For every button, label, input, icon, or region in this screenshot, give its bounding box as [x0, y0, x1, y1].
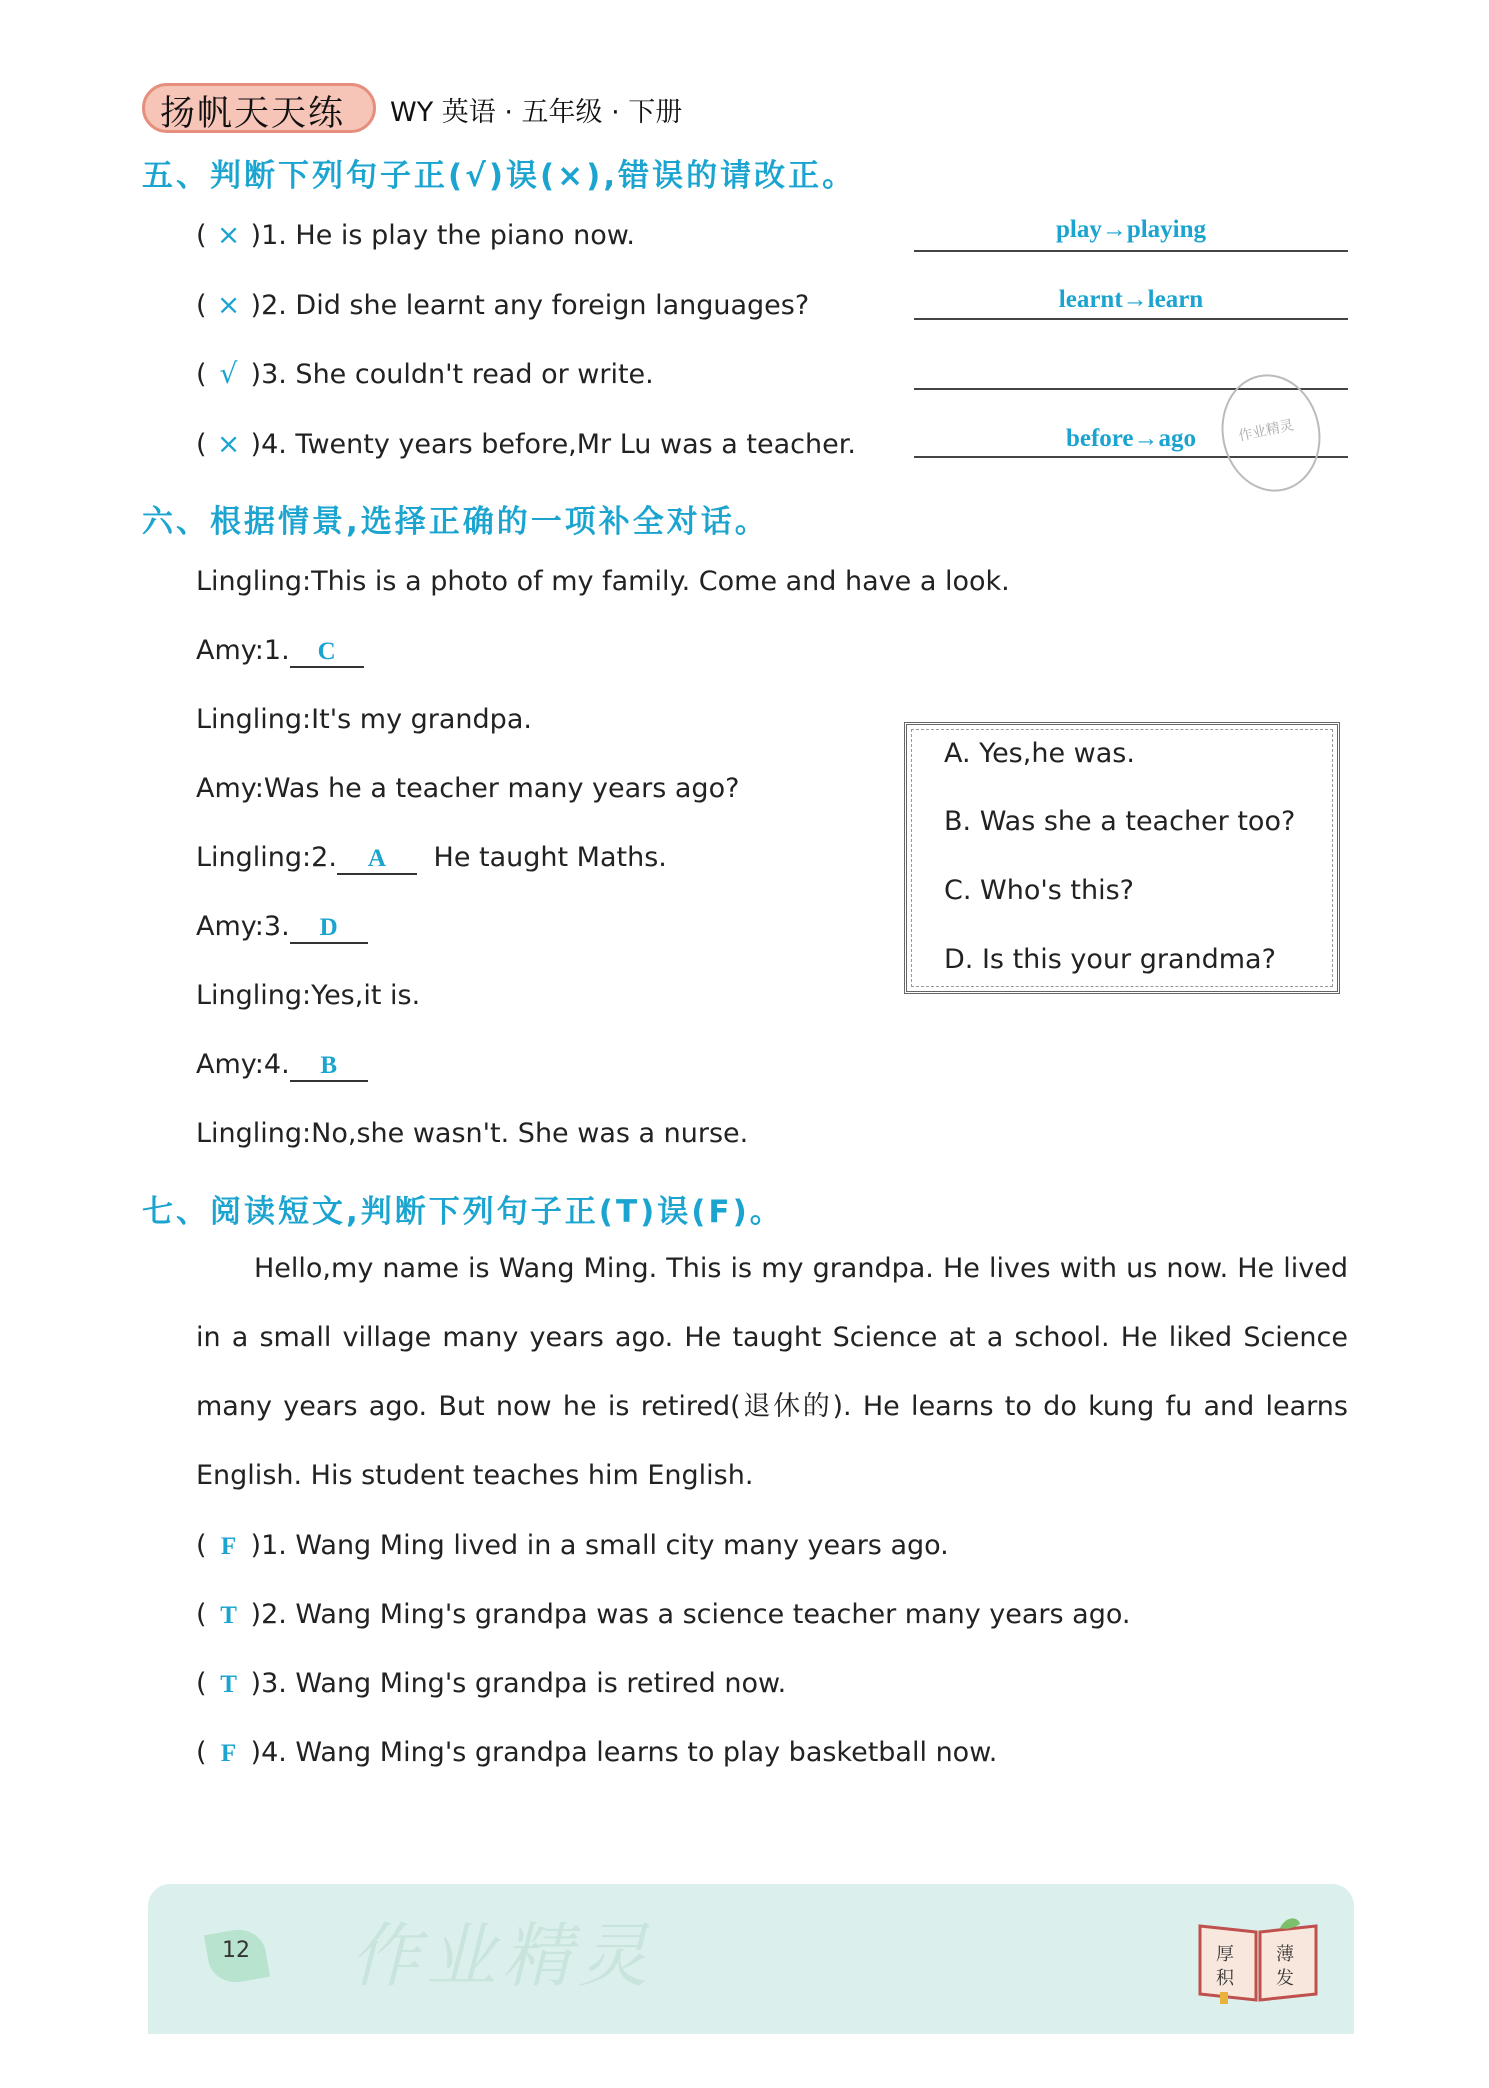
speaker: Amy:: [196, 773, 264, 804]
answer-blank-4: [290, 1049, 368, 1082]
blank-number: 4.: [263, 1049, 290, 1080]
dialogue-text: It's my grandpa.: [311, 704, 532, 735]
footer-band: [148, 1884, 1354, 2034]
s5-item-4: ( × )4. Twenty years before,Mr Lu was a teacher.: [196, 427, 856, 460]
open-book-icon: [1196, 1918, 1320, 2004]
answer-letter-1: C: [317, 638, 336, 665]
book-char-3: 积: [1216, 1968, 1234, 1989]
option-c: C. Who's this?: [944, 875, 1135, 906]
speaker: Lingling:: [196, 704, 312, 735]
s7-text-4: )4. Wang Ming's grandpa learns to play basketball now.: [250, 1737, 998, 1768]
section5-title: 五、判断下列句子正(√)误(×),错误的请改正。: [142, 158, 857, 194]
s5-text-1: )1. He is play the piano now.: [250, 220, 635, 251]
s7-item-1: ( F )1. Wang Ming lived in a small city many years ago.: [196, 1530, 949, 1561]
s7-item-2: ( T )2. Wang Ming's grandpa was a science teacher many years ago.: [196, 1599, 1131, 1630]
page-number: 12: [222, 1938, 250, 1963]
answer-blank-2: [337, 842, 417, 875]
answer-letter-4: B: [320, 1052, 337, 1079]
watermark: 作业精灵: [350, 1915, 654, 1997]
dialogue-text: No,she wasn't. She was a nurse.: [311, 1118, 749, 1149]
answer-line-1: [914, 250, 1348, 252]
speaker: Amy:: [196, 911, 264, 942]
s5-item-1: ( × )1. He is play the piano now.: [196, 218, 635, 251]
s7-text-3: )3. Wang Ming's grandpa is retired now.: [250, 1668, 787, 1699]
dialogue-text: This is a photo of my family. Come and have a look.: [311, 566, 1010, 597]
s7-item-4: ( F )4. Wang Ming's grandpa learns to play basketball now.: [196, 1737, 998, 1768]
s5-correction-2: learnt→learn: [1058, 286, 1204, 313]
blank-number: 2.: [311, 842, 337, 873]
stamp-text: 作业精灵: [1237, 417, 1296, 445]
s7-text-2: )2. Wang Ming's grandpa was a science teacher many years ago.: [250, 1599, 1131, 1630]
brand-title: 扬帆天天练: [160, 94, 346, 134]
option-b: B. Was she a teacher too?: [944, 806, 1296, 837]
s5-correction-4: before→ago: [1065, 425, 1197, 452]
s5-mark-2: ×: [216, 288, 241, 321]
s5-correction-1: play→playing: [1055, 216, 1207, 243]
answer-letter-2: A: [367, 845, 386, 872]
dialogue-text: Was he a teacher many years ago?: [263, 773, 740, 804]
dialogue-line-4: [196, 773, 739, 804]
book-char-2: 薄: [1276, 1944, 1294, 1965]
dialogue-line-3: [196, 704, 532, 735]
s5-mark-3: √: [219, 357, 238, 390]
book-info: WY 英语 · 五年级 · 下册: [390, 97, 683, 128]
book-char-4: 发: [1276, 1968, 1294, 1989]
s7-answer-3: T: [220, 1671, 237, 1698]
s5-item-3: ( √ )3. She couldn't read or write.: [196, 357, 654, 390]
dialogue-line-2: [196, 635, 364, 668]
speaker: Amy:: [196, 635, 264, 666]
speaker: Lingling:: [196, 566, 312, 597]
dialogue-line-5: [196, 842, 667, 875]
reading-passage: Hello,my name is Wang Ming. This is my grandpa. He lives with us now. He lived in a small village many years ago. He taught Science at a school. He liked Science many years ago. But now he is retired(退休的). He learns to do kung fu and learns English. His student teaches him English.: [196, 1253, 1348, 1491]
answer-blank-1: [290, 635, 364, 668]
dialogue-line-6: [196, 911, 368, 944]
s5-text-2: )2. Did she learnt any foreign languages?: [250, 290, 810, 321]
dialogue-line-7: [196, 980, 420, 1011]
s5-item-2: ( × )2. Did she learnt any foreign languages?: [196, 288, 810, 321]
answer-line-2: [914, 318, 1348, 320]
s7-answer-1: F: [220, 1533, 237, 1560]
blank-number: 3.: [263, 911, 290, 942]
option-a: A. Yes,he was.: [944, 738, 1135, 769]
section6-title: 六、根据情景,选择正确的一项补全对话。: [142, 504, 769, 540]
dialogue-line-9: [196, 1118, 748, 1149]
s7-answer-4: F: [220, 1740, 237, 1767]
s5-mark-1: ×: [216, 218, 241, 251]
book-char-1: 厚: [1216, 1944, 1234, 1965]
option-d: D. Is this your grandma?: [944, 944, 1276, 975]
speaker: Lingling:: [196, 980, 312, 1011]
s5-text-4: )4. Twenty years before,Mr Lu was a teacher.: [250, 429, 856, 460]
section7-title: 七、阅读短文,判断下列句子正(T)误(F)。: [142, 1194, 784, 1230]
s7-text-1: )1. Wang Ming lived in a small city many years ago.: [250, 1530, 949, 1561]
answer-blank-3: [290, 911, 368, 944]
speaker: Lingling:: [196, 842, 312, 873]
dialogue-text: Yes,it is.: [311, 980, 421, 1011]
s7-answer-2: T: [220, 1602, 237, 1629]
blank-number: 1.: [263, 635, 290, 666]
s7-item-3: ( T )3. Wang Ming's grandpa is retired now.: [196, 1668, 787, 1699]
dialogue-line-1: [196, 566, 1010, 597]
speaker: Amy:: [196, 1049, 264, 1080]
speaker: Lingling:: [196, 1118, 312, 1149]
s5-mark-4: ×: [216, 427, 241, 460]
answer-letter-3: D: [319, 914, 338, 941]
dialogue-line-8: [196, 1049, 368, 1082]
s5-text-3: )3. She couldn't read or write.: [250, 359, 654, 390]
dialogue-text: He taught Maths.: [433, 842, 667, 873]
